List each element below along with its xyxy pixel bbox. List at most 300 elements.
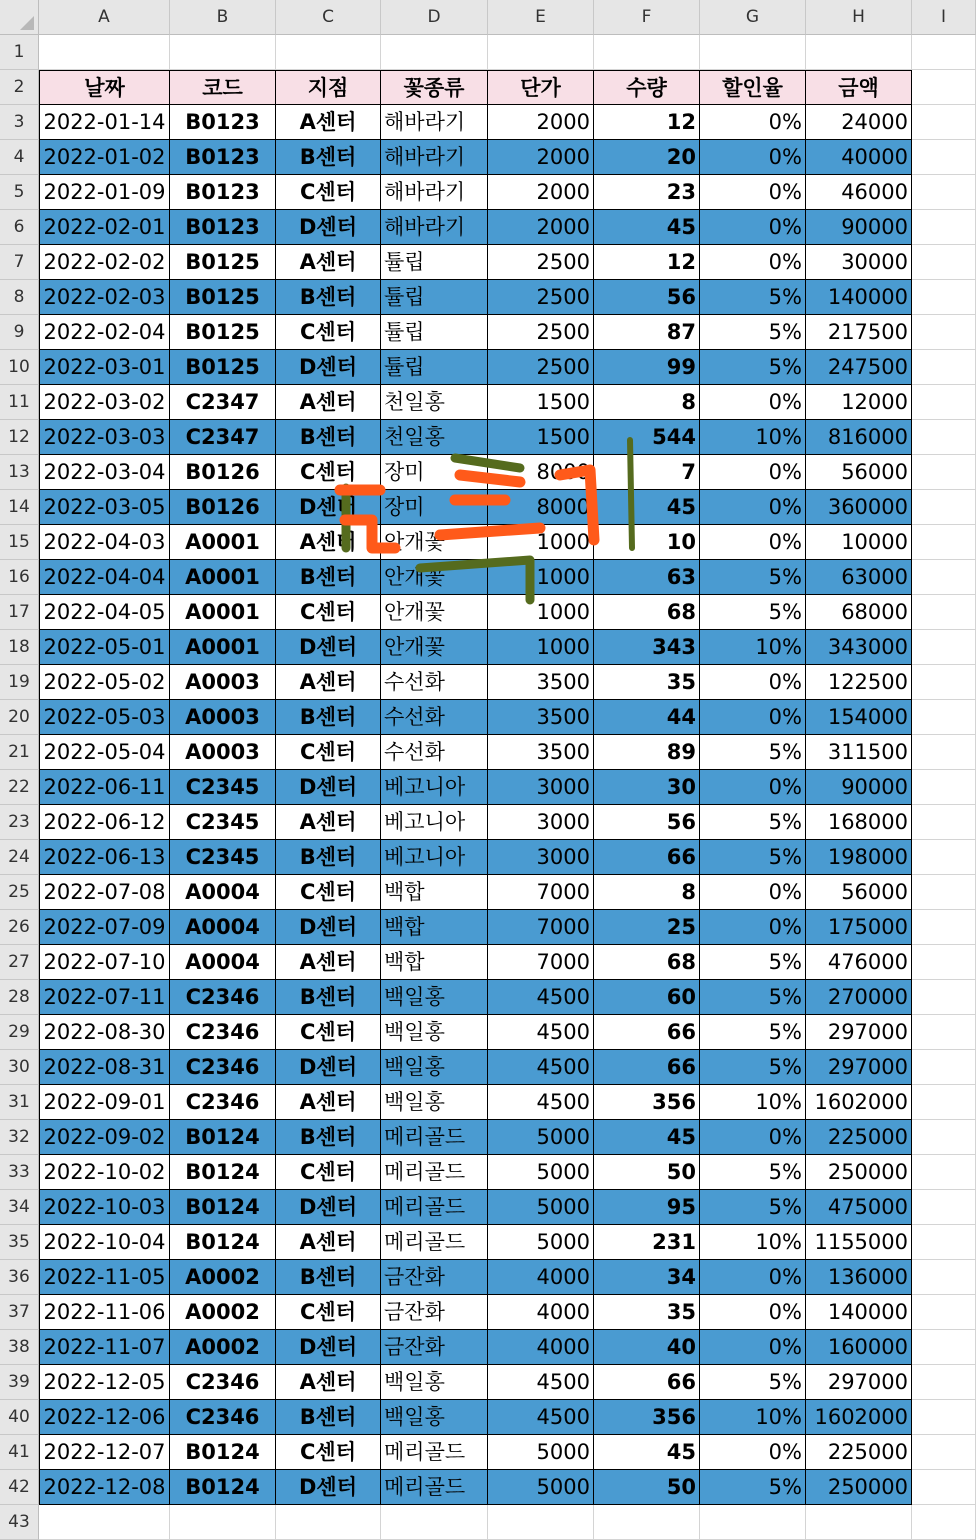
data-cell[interactable]: 5000 — [488, 1225, 594, 1260]
data-cell[interactable]: 0% — [700, 770, 806, 805]
data-cell[interactable]: 튤립 — [381, 315, 488, 350]
cell[interactable] — [594, 35, 700, 70]
column-header-f[interactable]: F — [594, 0, 700, 35]
data-cell[interactable]: D센터 — [276, 910, 381, 945]
data-cell[interactable]: 0% — [700, 210, 806, 245]
data-cell[interactable]: 343000 — [806, 630, 912, 665]
data-cell[interactable]: 2022-01-02 — [39, 140, 170, 175]
data-cell[interactable]: 1155000 — [806, 1225, 912, 1260]
data-cell[interactable]: 2022-06-12 — [39, 805, 170, 840]
data-cell[interactable]: 12000 — [806, 385, 912, 420]
data-cell[interactable]: 안개꽃 — [381, 595, 488, 630]
data-cell[interactable]: C2345 — [170, 770, 276, 805]
data-cell[interactable]: 2022-03-03 — [39, 420, 170, 455]
data-cell[interactable]: 1500 — [488, 385, 594, 420]
cell[interactable] — [912, 875, 976, 910]
row-header[interactable]: 39 — [0, 1365, 39, 1400]
data-cell[interactable]: C센터 — [276, 315, 381, 350]
data-cell[interactable]: 10% — [700, 420, 806, 455]
data-cell[interactable]: 천일홍 — [381, 420, 488, 455]
data-cell[interactable]: 3500 — [488, 700, 594, 735]
data-cell[interactable]: 40000 — [806, 140, 912, 175]
data-cell[interactable]: 2022-10-03 — [39, 1190, 170, 1225]
data-cell[interactable]: 2022-10-04 — [39, 1225, 170, 1260]
data-cell[interactable]: 2022-10-02 — [39, 1155, 170, 1190]
data-cell[interactable]: 2022-02-01 — [39, 210, 170, 245]
data-cell[interactable]: 0% — [700, 245, 806, 280]
data-cell[interactable]: 68000 — [806, 595, 912, 630]
column-header-c[interactable]: C — [276, 0, 381, 35]
data-cell[interactable]: 2022-09-01 — [39, 1085, 170, 1120]
data-cell[interactable]: A0004 — [170, 910, 276, 945]
data-cell[interactable]: C2346 — [170, 1365, 276, 1400]
data-cell[interactable]: 2022-12-07 — [39, 1435, 170, 1470]
data-cell[interactable]: B센터 — [276, 700, 381, 735]
data-cell[interactable]: B0123 — [170, 175, 276, 210]
row-header[interactable]: 23 — [0, 805, 39, 840]
row-header[interactable]: 12 — [0, 420, 39, 455]
cell[interactable] — [912, 595, 976, 630]
cell[interactable] — [912, 700, 976, 735]
data-cell[interactable]: 2022-07-08 — [39, 875, 170, 910]
cell[interactable] — [912, 1295, 976, 1330]
data-cell[interactable]: 2022-05-04 — [39, 735, 170, 770]
data-cell[interactable]: 168000 — [806, 805, 912, 840]
data-cell[interactable]: 0% — [700, 455, 806, 490]
data-cell[interactable]: 297000 — [806, 1015, 912, 1050]
data-cell[interactable]: B0124 — [170, 1120, 276, 1155]
row-header[interactable]: 8 — [0, 280, 39, 315]
row-header[interactable]: 17 — [0, 595, 39, 630]
data-cell[interactable]: 10% — [700, 1085, 806, 1120]
data-cell[interactable]: B센터 — [276, 420, 381, 455]
data-cell[interactable]: 0% — [700, 1120, 806, 1155]
data-cell[interactable]: 140000 — [806, 280, 912, 315]
data-cell[interactable]: B0124 — [170, 1155, 276, 1190]
row-header[interactable]: 40 — [0, 1400, 39, 1435]
row-header[interactable]: 1 — [0, 35, 39, 70]
data-cell[interactable]: B센터 — [276, 1120, 381, 1155]
data-cell[interactable]: 1602000 — [806, 1085, 912, 1120]
data-cell[interactable]: 금잔화 — [381, 1295, 488, 1330]
cell[interactable] — [912, 210, 976, 245]
row-header[interactable]: 11 — [0, 385, 39, 420]
cell[interactable] — [488, 35, 594, 70]
cell[interactable] — [912, 140, 976, 175]
cell[interactable] — [912, 805, 976, 840]
cell[interactable] — [912, 1120, 976, 1155]
data-cell[interactable]: 160000 — [806, 1330, 912, 1365]
cell[interactable] — [170, 1505, 276, 1540]
column-header-b[interactable]: B — [170, 0, 276, 35]
cell[interactable] — [912, 420, 976, 455]
data-cell[interactable]: B0124 — [170, 1190, 276, 1225]
data-cell[interactable]: 2500 — [488, 315, 594, 350]
data-cell[interactable]: 23 — [594, 175, 700, 210]
cell[interactable] — [912, 1190, 976, 1225]
data-cell[interactable]: 89 — [594, 735, 700, 770]
data-cell[interactable]: A0003 — [170, 665, 276, 700]
data-cell[interactable]: 금잔화 — [381, 1330, 488, 1365]
data-cell[interactable]: 0% — [700, 105, 806, 140]
data-cell[interactable]: A0002 — [170, 1260, 276, 1295]
data-cell[interactable]: 수선화 — [381, 700, 488, 735]
data-cell[interactable]: 5% — [700, 1365, 806, 1400]
data-cell[interactable]: C센터 — [276, 1155, 381, 1190]
data-cell[interactable]: 2022-03-01 — [39, 350, 170, 385]
data-cell[interactable]: B센터 — [276, 1260, 381, 1295]
data-cell[interactable]: B0124 — [170, 1470, 276, 1505]
data-cell[interactable]: 0% — [700, 175, 806, 210]
data-cell[interactable]: 4000 — [488, 1330, 594, 1365]
data-cell[interactable]: 베고니아 — [381, 805, 488, 840]
data-cell[interactable]: 5% — [700, 350, 806, 385]
data-cell[interactable]: 2022-01-09 — [39, 175, 170, 210]
row-header[interactable]: 28 — [0, 980, 39, 1015]
data-cell[interactable]: A센터 — [276, 945, 381, 980]
data-cell[interactable]: 0% — [700, 1260, 806, 1295]
row-header[interactable]: 32 — [0, 1120, 39, 1155]
data-cell[interactable]: C2347 — [170, 385, 276, 420]
data-cell[interactable]: C센터 — [276, 175, 381, 210]
data-cell[interactable]: 2500 — [488, 350, 594, 385]
cell[interactable] — [912, 490, 976, 525]
data-cell[interactable]: C센터 — [276, 595, 381, 630]
header-cell[interactable]: 금액 — [806, 70, 912, 105]
data-cell[interactable]: 백합 — [381, 875, 488, 910]
data-cell[interactable]: A0001 — [170, 630, 276, 665]
row-header[interactable]: 24 — [0, 840, 39, 875]
data-cell[interactable]: 2022-07-11 — [39, 980, 170, 1015]
cell[interactable] — [381, 1505, 488, 1540]
data-cell[interactable]: 87 — [594, 315, 700, 350]
row-header[interactable]: 26 — [0, 910, 39, 945]
cell[interactable] — [912, 1365, 976, 1400]
data-cell[interactable]: 10000 — [806, 525, 912, 560]
cell[interactable] — [276, 1505, 381, 1540]
data-cell[interactable]: B0123 — [170, 140, 276, 175]
data-cell[interactable]: 해바라기 — [381, 105, 488, 140]
data-cell[interactable]: 1602000 — [806, 1400, 912, 1435]
data-cell[interactable]: 5% — [700, 1190, 806, 1225]
data-cell[interactable]: 5000 — [488, 1155, 594, 1190]
cell[interactable] — [912, 1400, 976, 1435]
cell[interactable] — [912, 1050, 976, 1085]
data-cell[interactable]: 메리골드 — [381, 1470, 488, 1505]
cell[interactable] — [39, 1505, 170, 1540]
cell[interactable] — [912, 840, 976, 875]
row-header[interactable]: 15 — [0, 525, 39, 560]
data-cell[interactable]: 7000 — [488, 945, 594, 980]
data-cell[interactable]: 68 — [594, 945, 700, 980]
row-header[interactable]: 18 — [0, 630, 39, 665]
data-cell[interactable]: 10% — [700, 1225, 806, 1260]
data-cell[interactable]: 5000 — [488, 1470, 594, 1505]
data-cell[interactable]: 1000 — [488, 560, 594, 595]
data-cell[interactable]: 수선화 — [381, 665, 488, 700]
data-cell[interactable]: 2022-02-04 — [39, 315, 170, 350]
cell[interactable] — [806, 35, 912, 70]
row-header[interactable]: 13 — [0, 455, 39, 490]
cell[interactable] — [170, 35, 276, 70]
data-cell[interactable]: 30000 — [806, 245, 912, 280]
cell[interactable] — [912, 35, 976, 70]
data-cell[interactable]: 안개꽃 — [381, 560, 488, 595]
row-header[interactable]: 30 — [0, 1050, 39, 1085]
data-cell[interactable]: 46000 — [806, 175, 912, 210]
row-header[interactable]: 20 — [0, 700, 39, 735]
row-header[interactable]: 33 — [0, 1155, 39, 1190]
data-cell[interactable]: B0125 — [170, 245, 276, 280]
data-cell[interactable]: 476000 — [806, 945, 912, 980]
data-cell[interactable]: 34 — [594, 1260, 700, 1295]
row-header[interactable]: 43 — [0, 1505, 39, 1540]
data-cell[interactable]: 7000 — [488, 875, 594, 910]
data-cell[interactable]: 66 — [594, 840, 700, 875]
select-all-corner[interactable] — [0, 0, 39, 35]
data-cell[interactable]: 2022-11-07 — [39, 1330, 170, 1365]
cell[interactable] — [912, 1085, 976, 1120]
data-cell[interactable]: C센터 — [276, 1015, 381, 1050]
data-cell[interactable]: 백일홍 — [381, 1085, 488, 1120]
data-cell[interactable]: 1000 — [488, 595, 594, 630]
data-cell[interactable]: 장미 — [381, 455, 488, 490]
data-cell[interactable]: 해바라기 — [381, 175, 488, 210]
data-cell[interactable]: 297000 — [806, 1050, 912, 1085]
cell[interactable] — [912, 1260, 976, 1295]
cell[interactable] — [912, 245, 976, 280]
row-header[interactable]: 3 — [0, 105, 39, 140]
data-cell[interactable]: 3000 — [488, 805, 594, 840]
data-cell[interactable]: A0002 — [170, 1330, 276, 1365]
data-cell[interactable]: 7 — [594, 455, 700, 490]
data-cell[interactable]: 2022-04-05 — [39, 595, 170, 630]
data-cell[interactable]: 24000 — [806, 105, 912, 140]
row-header[interactable]: 29 — [0, 1015, 39, 1050]
data-cell[interactable]: 4000 — [488, 1260, 594, 1295]
data-cell[interactable]: 122500 — [806, 665, 912, 700]
data-cell[interactable]: 백일홍 — [381, 1050, 488, 1085]
data-cell[interactable]: 2022-08-31 — [39, 1050, 170, 1085]
data-cell[interactable]: 5000 — [488, 1120, 594, 1155]
data-cell[interactable]: 백일홍 — [381, 980, 488, 1015]
cell[interactable] — [912, 1155, 976, 1190]
data-cell[interactable]: 2022-12-08 — [39, 1470, 170, 1505]
data-cell[interactable]: D센터 — [276, 210, 381, 245]
data-cell[interactable]: 311500 — [806, 735, 912, 770]
data-cell[interactable]: 2022-02-02 — [39, 245, 170, 280]
data-cell[interactable]: 튤립 — [381, 350, 488, 385]
data-cell[interactable]: 해바라기 — [381, 140, 488, 175]
data-cell[interactable]: 백일홍 — [381, 1015, 488, 1050]
cell[interactable] — [276, 35, 381, 70]
data-cell[interactable]: 136000 — [806, 1260, 912, 1295]
data-cell[interactable]: 5000 — [488, 1435, 594, 1470]
data-cell[interactable]: C센터 — [276, 735, 381, 770]
row-header[interactable]: 38 — [0, 1330, 39, 1365]
cell[interactable] — [912, 1470, 976, 1505]
data-cell[interactable]: 45 — [594, 210, 700, 245]
data-cell[interactable]: 0% — [700, 385, 806, 420]
data-cell[interactable]: 35 — [594, 1295, 700, 1330]
data-cell[interactable]: D센터 — [276, 770, 381, 805]
column-header-e[interactable]: E — [488, 0, 594, 35]
cell[interactable] — [488, 1505, 594, 1540]
cell[interactable] — [594, 1505, 700, 1540]
data-cell[interactable]: A센터 — [276, 1225, 381, 1260]
data-cell[interactable]: 장미 — [381, 490, 488, 525]
data-cell[interactable]: D센터 — [276, 490, 381, 525]
data-cell[interactable]: C센터 — [276, 455, 381, 490]
data-cell[interactable]: 3500 — [488, 735, 594, 770]
data-cell[interactable]: A센터 — [276, 1085, 381, 1120]
data-cell[interactable]: C2346 — [170, 980, 276, 1015]
data-cell[interactable]: 4500 — [488, 1085, 594, 1120]
data-cell[interactable]: 2022-06-11 — [39, 770, 170, 805]
data-cell[interactable]: 5% — [700, 560, 806, 595]
data-cell[interactable]: A센터 — [276, 245, 381, 280]
cell[interactable] — [700, 35, 806, 70]
data-cell[interactable]: 2022-11-05 — [39, 1260, 170, 1295]
cell[interactable] — [912, 280, 976, 315]
cell[interactable] — [381, 35, 488, 70]
data-cell[interactable]: 45 — [594, 490, 700, 525]
row-header[interactable]: 36 — [0, 1260, 39, 1295]
cell[interactable] — [912, 350, 976, 385]
data-cell[interactable]: 8000 — [488, 490, 594, 525]
row-header[interactable]: 16 — [0, 560, 39, 595]
data-cell[interactable]: 금잔화 — [381, 1260, 488, 1295]
data-cell[interactable]: 5% — [700, 1470, 806, 1505]
data-cell[interactable]: 99 — [594, 350, 700, 385]
data-cell[interactable]: A0003 — [170, 700, 276, 735]
data-cell[interactable]: B센터 — [276, 840, 381, 875]
cell[interactable] — [806, 1505, 912, 1540]
data-cell[interactable]: 안개꽃 — [381, 525, 488, 560]
data-cell[interactable]: 2022-09-02 — [39, 1120, 170, 1155]
data-cell[interactable]: 2000 — [488, 140, 594, 175]
data-cell[interactable]: 140000 — [806, 1295, 912, 1330]
data-cell[interactable]: 10% — [700, 1400, 806, 1435]
data-cell[interactable]: 2022-04-04 — [39, 560, 170, 595]
data-cell[interactable]: 3500 — [488, 665, 594, 700]
data-cell[interactable]: A센터 — [276, 385, 381, 420]
row-header[interactable]: 10 — [0, 350, 39, 385]
data-cell[interactable]: 56000 — [806, 875, 912, 910]
data-cell[interactable]: 0% — [700, 525, 806, 560]
data-cell[interactable]: 백합 — [381, 910, 488, 945]
data-cell[interactable]: 66 — [594, 1015, 700, 1050]
data-cell[interactable]: 56 — [594, 280, 700, 315]
data-cell[interactable]: 63000 — [806, 560, 912, 595]
cell[interactable] — [912, 560, 976, 595]
data-cell[interactable]: D센터 — [276, 1190, 381, 1225]
cell[interactable] — [912, 980, 976, 1015]
data-cell[interactable]: 2022-03-04 — [39, 455, 170, 490]
data-cell[interactable]: 2500 — [488, 245, 594, 280]
data-cell[interactable]: 2022-02-03 — [39, 280, 170, 315]
data-cell[interactable]: 8 — [594, 385, 700, 420]
cell[interactable] — [912, 70, 976, 105]
header-cell[interactable]: 수량 — [594, 70, 700, 105]
data-cell[interactable]: 35 — [594, 665, 700, 700]
data-cell[interactable]: 475000 — [806, 1190, 912, 1225]
data-cell[interactable]: A센터 — [276, 105, 381, 140]
row-header[interactable]: 7 — [0, 245, 39, 280]
data-cell[interactable]: 45 — [594, 1120, 700, 1155]
data-cell[interactable]: 메리골드 — [381, 1435, 488, 1470]
data-cell[interactable]: A센터 — [276, 1365, 381, 1400]
data-cell[interactable]: B0123 — [170, 210, 276, 245]
data-cell[interactable]: 메리골드 — [381, 1225, 488, 1260]
cell[interactable] — [39, 35, 170, 70]
data-cell[interactable]: A0001 — [170, 525, 276, 560]
data-cell[interactable]: 5% — [700, 945, 806, 980]
row-header[interactable]: 2 — [0, 70, 39, 105]
row-header[interactable]: 9 — [0, 315, 39, 350]
data-cell[interactable]: C2345 — [170, 805, 276, 840]
data-cell[interactable]: C2346 — [170, 1400, 276, 1435]
data-cell[interactable]: 0% — [700, 140, 806, 175]
data-cell[interactable]: 0% — [700, 910, 806, 945]
data-cell[interactable]: 343 — [594, 630, 700, 665]
data-cell[interactable]: 백일홍 — [381, 1400, 488, 1435]
data-cell[interactable]: 25 — [594, 910, 700, 945]
row-header[interactable]: 42 — [0, 1470, 39, 1505]
data-cell[interactable]: 수선화 — [381, 735, 488, 770]
data-cell[interactable]: C2346 — [170, 1085, 276, 1120]
data-cell[interactable]: A센터 — [276, 805, 381, 840]
cell[interactable] — [912, 735, 976, 770]
data-cell[interactable]: 44 — [594, 700, 700, 735]
data-cell[interactable]: 5% — [700, 1015, 806, 1050]
data-cell[interactable]: 12 — [594, 105, 700, 140]
data-cell[interactable]: C2347 — [170, 420, 276, 455]
data-cell[interactable]: A0004 — [170, 945, 276, 980]
data-cell[interactable]: 2022-01-14 — [39, 105, 170, 140]
data-cell[interactable]: 2000 — [488, 210, 594, 245]
data-cell[interactable]: 56 — [594, 805, 700, 840]
data-cell[interactable]: 5% — [700, 805, 806, 840]
cell[interactable] — [912, 175, 976, 210]
data-cell[interactable]: 63 — [594, 560, 700, 595]
data-cell[interactable]: 1500 — [488, 420, 594, 455]
data-cell[interactable]: 40 — [594, 1330, 700, 1365]
column-header-a[interactable]: A — [39, 0, 170, 35]
data-cell[interactable]: 5% — [700, 315, 806, 350]
data-cell[interactable]: B0125 — [170, 280, 276, 315]
data-cell[interactable]: 2022-05-01 — [39, 630, 170, 665]
data-cell[interactable]: 2000 — [488, 175, 594, 210]
data-cell[interactable]: 356 — [594, 1400, 700, 1435]
data-cell[interactable]: 2022-08-30 — [39, 1015, 170, 1050]
data-cell[interactable]: 베고니아 — [381, 770, 488, 805]
data-cell[interactable]: 30 — [594, 770, 700, 805]
data-cell[interactable]: B0125 — [170, 315, 276, 350]
data-cell[interactable]: B0125 — [170, 350, 276, 385]
data-cell[interactable]: 4500 — [488, 1015, 594, 1050]
data-cell[interactable]: D센터 — [276, 630, 381, 665]
data-cell[interactable]: 10 — [594, 525, 700, 560]
data-cell[interactable]: 0% — [700, 1330, 806, 1365]
row-header[interactable]: 27 — [0, 945, 39, 980]
data-cell[interactable]: 안개꽃 — [381, 630, 488, 665]
row-header[interactable]: 34 — [0, 1190, 39, 1225]
data-cell[interactable]: 3000 — [488, 770, 594, 805]
cell[interactable] — [912, 945, 976, 980]
data-cell[interactable]: 217500 — [806, 315, 912, 350]
data-cell[interactable]: 튤립 — [381, 245, 488, 280]
